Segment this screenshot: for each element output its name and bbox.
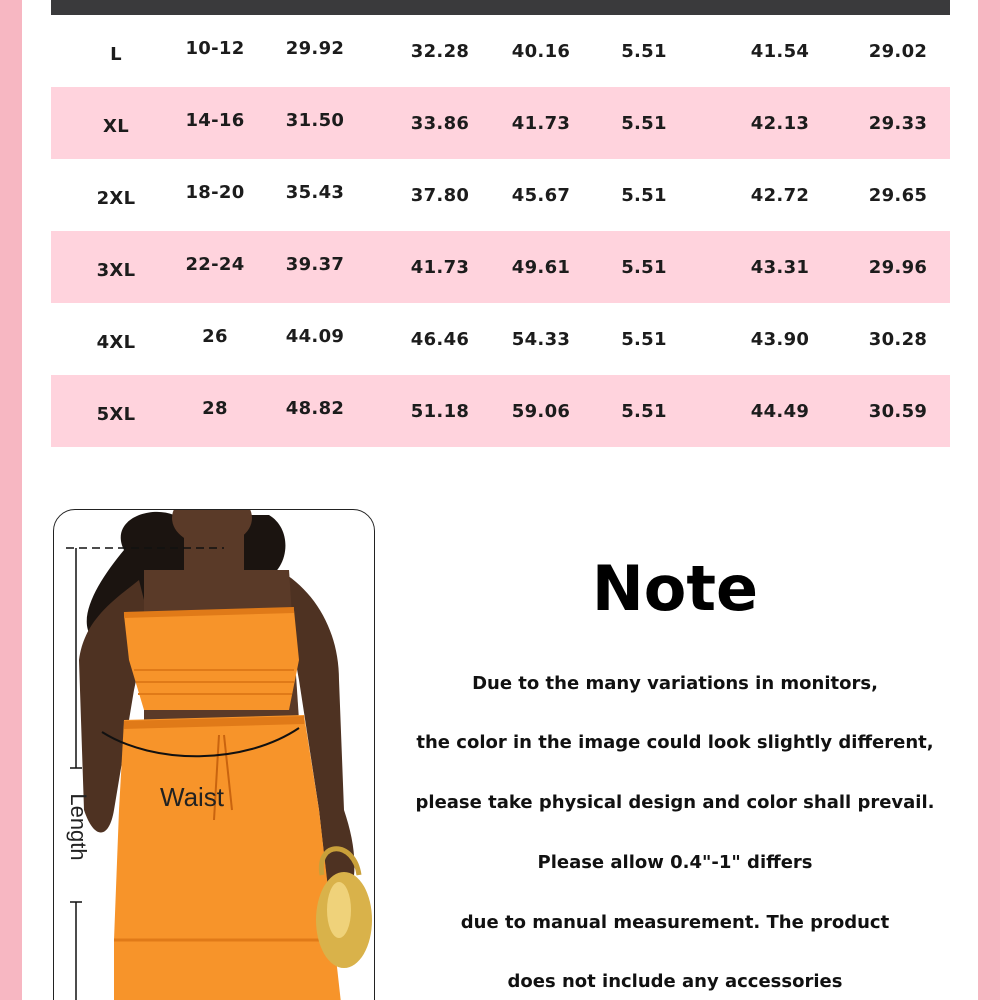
measurement-cell: 43.31 [750,256,810,278]
size-label-cell: 5XL [96,403,136,425]
measurement-cell: 41.73 [511,112,571,134]
measurement-cell: 32.28 [410,40,470,62]
measurement-cell: 18-20 [185,181,245,203]
measurement-cell: 29.33 [868,112,928,134]
waist-label: Waist [160,782,225,812]
size-label-cell: 3XL [96,259,136,281]
measurement-cell: 22-24 [185,253,245,275]
table-header-bar [51,0,950,15]
measurement-cell: 31.50 [285,109,345,131]
note-line: Please allow 0.4"-1" differs [537,852,813,873]
model-photo-frame [53,509,375,1000]
size-label-cell: XL [103,115,129,137]
measurement-cell: 42.13 [750,112,810,134]
size-label-cell: L [110,43,122,65]
measurement-cell: 29.96 [868,256,928,278]
measurement-cell: 30.28 [868,328,928,350]
measurement-cell: 14-16 [185,109,245,131]
measurement-cell: 37.80 [410,184,470,206]
measurement-cell: 39.37 [285,253,345,275]
size-chart-table [51,15,950,447]
measurement-cell: 43.90 [750,328,810,350]
table-row [51,303,950,375]
measurement-cell: 28 [202,397,228,419]
measurement-cell: 5.51 [621,256,667,278]
measurement-cell: 45.67 [511,184,571,206]
measurement-cell: 5.51 [621,184,667,206]
table-row [51,375,950,447]
length-label: Length [66,793,91,861]
note-line: due to manual measurement. The product [460,912,890,933]
measurement-cell: 10-12 [185,37,245,59]
measurement-cell: 46.46 [410,328,470,350]
measurement-cell: 29.92 [285,37,345,59]
table-row [51,159,950,231]
measurement-cell: 29.02 [868,40,928,62]
measurement-cell: 40.16 [511,40,571,62]
measurement-cell: 49.61 [511,256,571,278]
table-row [51,15,950,87]
note-line: the color in the image could look slightly different, [416,732,934,753]
measurement-cell: 5.51 [621,40,667,62]
size-label-cell: 2XL [96,187,136,209]
note-line: Due to the many variations in monitors, [472,673,878,694]
measurement-cell: 35.43 [285,181,345,203]
size-label-cell: 4XL [96,331,136,353]
measurement-cell: 41.73 [410,256,470,278]
table-row [51,87,950,159]
measurement-cell: 26 [202,325,228,347]
measurement-cell: 33.86 [410,112,470,134]
note-line: does not include any accessories [507,971,843,992]
measurement-cell: 41.54 [750,40,810,62]
measurement-cell: 5.51 [621,112,667,134]
measurement-cell: 42.72 [750,184,810,206]
measurement-cell: 59.06 [511,400,571,422]
measurement-cell: 29.65 [868,184,928,206]
table-row [51,231,950,303]
measurement-cell: 44.09 [285,325,345,347]
measurement-cell: 5.51 [621,328,667,350]
measurement-cell: 48.82 [285,397,345,419]
measurement-cell: 30.59 [868,400,928,422]
note-line: please take physical design and color shall prevail. [415,792,935,813]
model-illustration [54,510,375,1000]
note-title: Note [591,552,759,625]
measurement-cell: 44.49 [750,400,810,422]
measurement-cell: 5.51 [621,400,667,422]
measurement-cell: 51.18 [410,400,470,422]
measurement-cell: 54.33 [511,328,571,350]
